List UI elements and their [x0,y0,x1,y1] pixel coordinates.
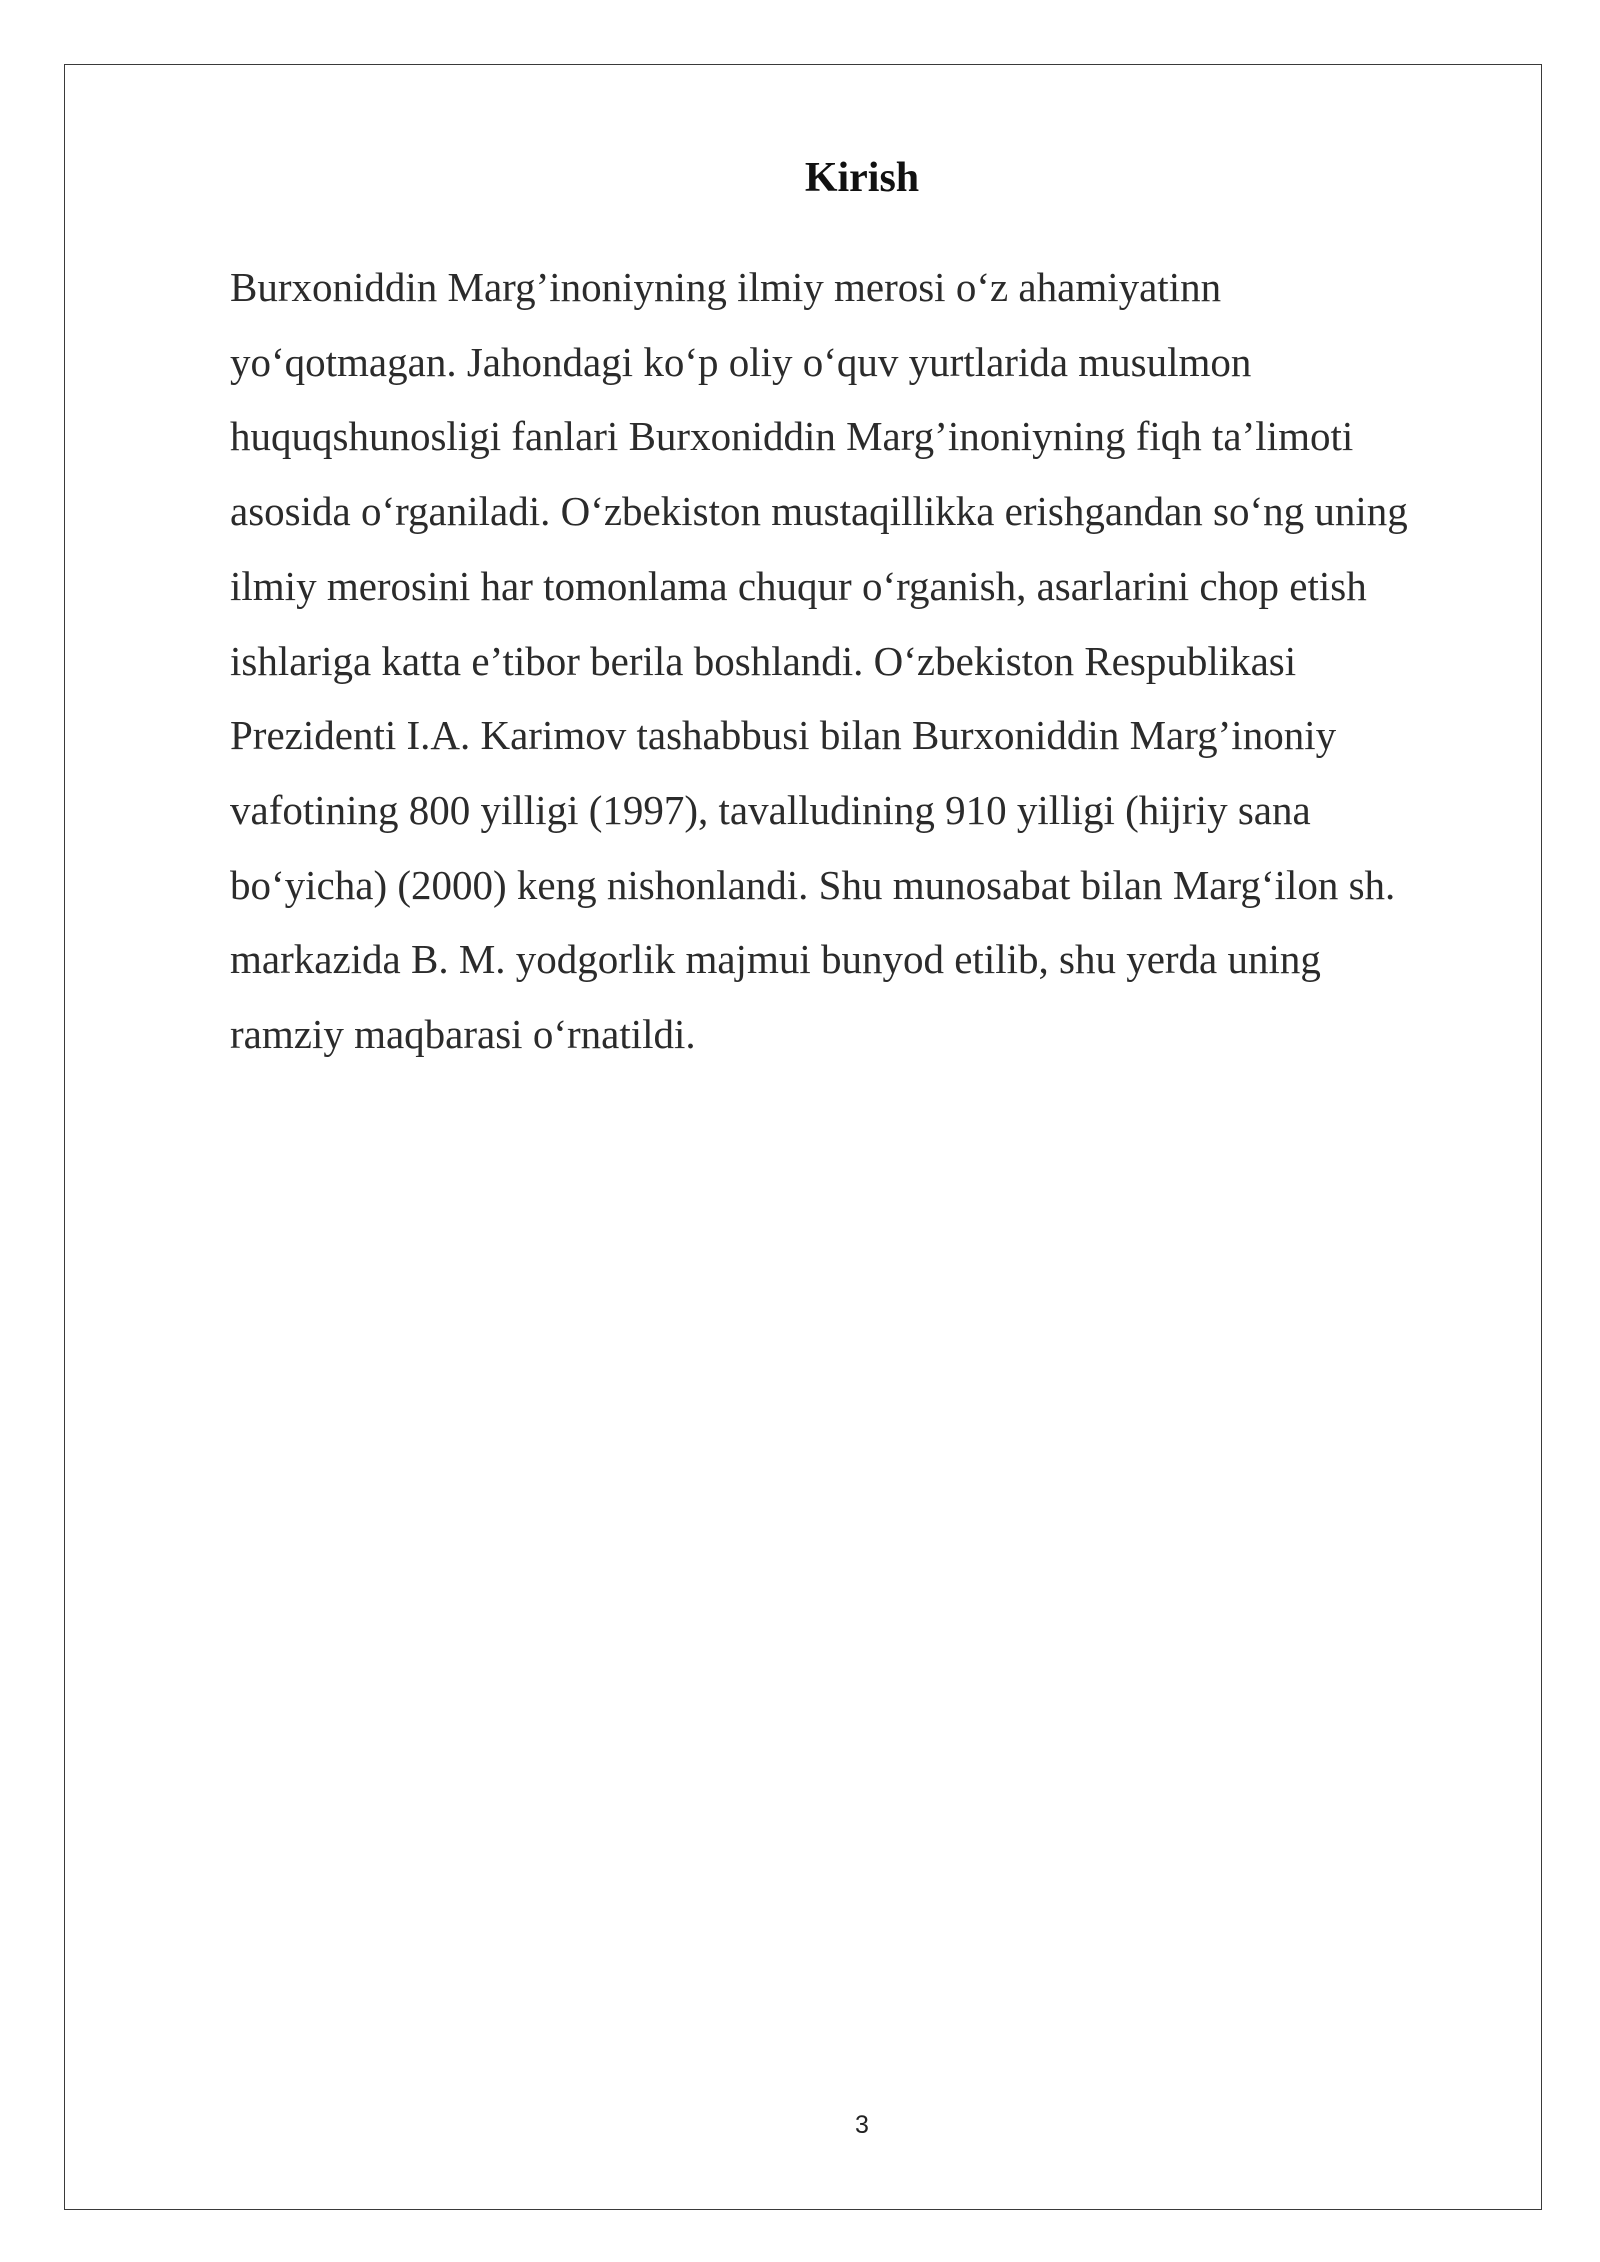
paragraph-line: ilmiy merosini har tomonlama chuqur o‘rganish, asarlarini chop etish [230,562,1367,609]
page-number: 3 [855,2111,869,2139]
paragraph-line: bo‘yicha) (2000) keng nishonlandi. Shu munosabat bilan Marg‘ilon sh. [230,861,1396,908]
paragraph-line: yo‘qotmagan. Jahondagi ko‘p oliy o‘quv yurtlarida musulmon [230,338,1252,385]
paragraph-line: Burxoniddin Marg’inoniyning ilmiy merosi o‘z ahamiyatinn [230,264,1222,310]
body-paragraph [230,250,1490,1072]
paragraph-line: ishlariga katta e’tibor berila boshlandi. O‘zbekiston Respublikasi [230,637,1297,684]
paragraph-line: Prezidenti I.A. Karimov tashabbusi bilan Burxoniddin Marg’inoniy [230,712,1337,759]
paragraph-line: vafotining 800 yilligi (1997), tavalludining 910 yilligi (hijriy sana [230,786,1311,833]
paragraph-line: huquqshunosligi fanlari Burxoniddin Marg’inoniyning fiqh ta’limoti [230,413,1354,460]
paragraph-line: asosida o‘rganiladi. O‘zbekiston mustaqillikka erishgandan so‘ng uning [230,488,1408,535]
paragraph-line: ramziy maqbarasi o‘rnatildi. [230,1011,696,1058]
section-title: Kirish [804,155,920,201]
paragraph-line: markazida B. M. yodgorlik majmui bunyod etilib, shu yerda uning [230,936,1321,983]
